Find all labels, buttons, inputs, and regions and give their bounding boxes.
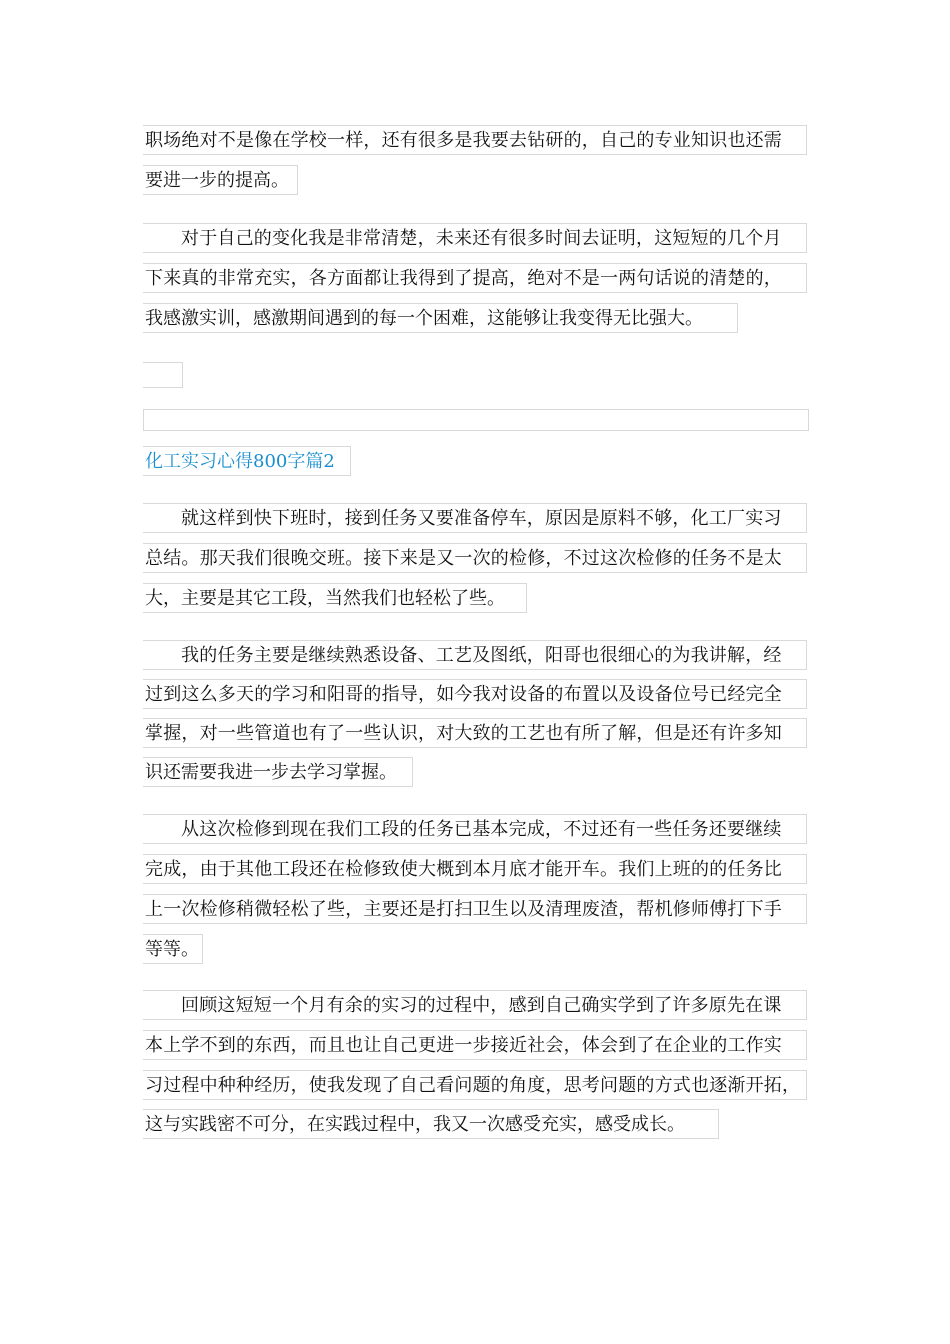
paragraph-line: 我的任务主要是继续熟悉设备、工艺及图纸，阳哥也很细心的为我讲解，经	[143, 640, 807, 670]
paragraph-line: 过到这么多天的学习和阳哥的指导，如今我对设备的布置以及设备位号已经完全	[143, 679, 807, 709]
paragraph-line: 这与实践密不可分，在实践过程中，我又一次感受充实，感受成长。	[143, 1109, 719, 1139]
paragraph-line: 掌握，对一些管道也有了一些认识，对大致的工艺也有所了解，但是还有许多知	[143, 718, 807, 748]
paragraph-line: 下来真的非常充实，各方面都让我得到了提高，绝对不是一两句话说的清楚的，	[143, 263, 807, 293]
paragraph-line: 识还需要我进一步去学习掌握。	[143, 757, 413, 787]
paragraph-line: 总结。那天我们很晚交班。接下来是又一次的检修，不过这次检修的任务不是太	[143, 543, 807, 573]
paragraph-line: 就这样到快下班时，接到任务又要准备停车，原因是原料不够，化工厂实习	[143, 503, 807, 533]
paragraph-line: 本上学不到的东西，而且也让自己更进一步接近社会，体会到了在企业的工作实	[143, 1030, 807, 1060]
paragraph-line: 要进一步的提高。	[143, 165, 298, 195]
paragraph-line: 对于自己的变化我是非常清楚，未来还有很多时间去证明，这短短的几个月	[143, 223, 807, 253]
empty-line-box	[143, 362, 183, 388]
paragraph-line: 习过程中种种经历，使我发现了自己看问题的角度，思考问题的方式也逐渐开拓，	[143, 1070, 807, 1100]
paragraph-line: 回顾这短短一个月有余的实习的过程中，感到自己确实学到了许多原先在课	[143, 990, 807, 1020]
paragraph-line: 完成，由于其他工段还在检修致使大概到本月底才能开车。我们上班的的任务比	[143, 854, 807, 884]
empty-line-box	[143, 409, 809, 431]
paragraph-line: 我感激实训，感激期间遇到的每一个困难，这能够让我变得无比强大。	[143, 303, 738, 333]
paragraph-line: 上一次检修稍微轻松了些，主要还是打扫卫生以及清理废渣，帮机修师傅打下手	[143, 894, 807, 924]
paragraph-line: 等等。	[143, 934, 203, 964]
paragraph-line: 大，主要是其它工段，当然我们也轻松了些。	[143, 583, 527, 613]
paragraph-line: 职场绝对不是像在学校一样，还有很多是我要去钻研的，自己的专业知识也还需	[143, 125, 807, 155]
paragraph-line: 从这次检修到现在我们工段的任务已基本完成，不过还有一些任务还要继续	[143, 814, 807, 844]
section-heading: 化工实习心得800字篇2	[143, 446, 351, 476]
